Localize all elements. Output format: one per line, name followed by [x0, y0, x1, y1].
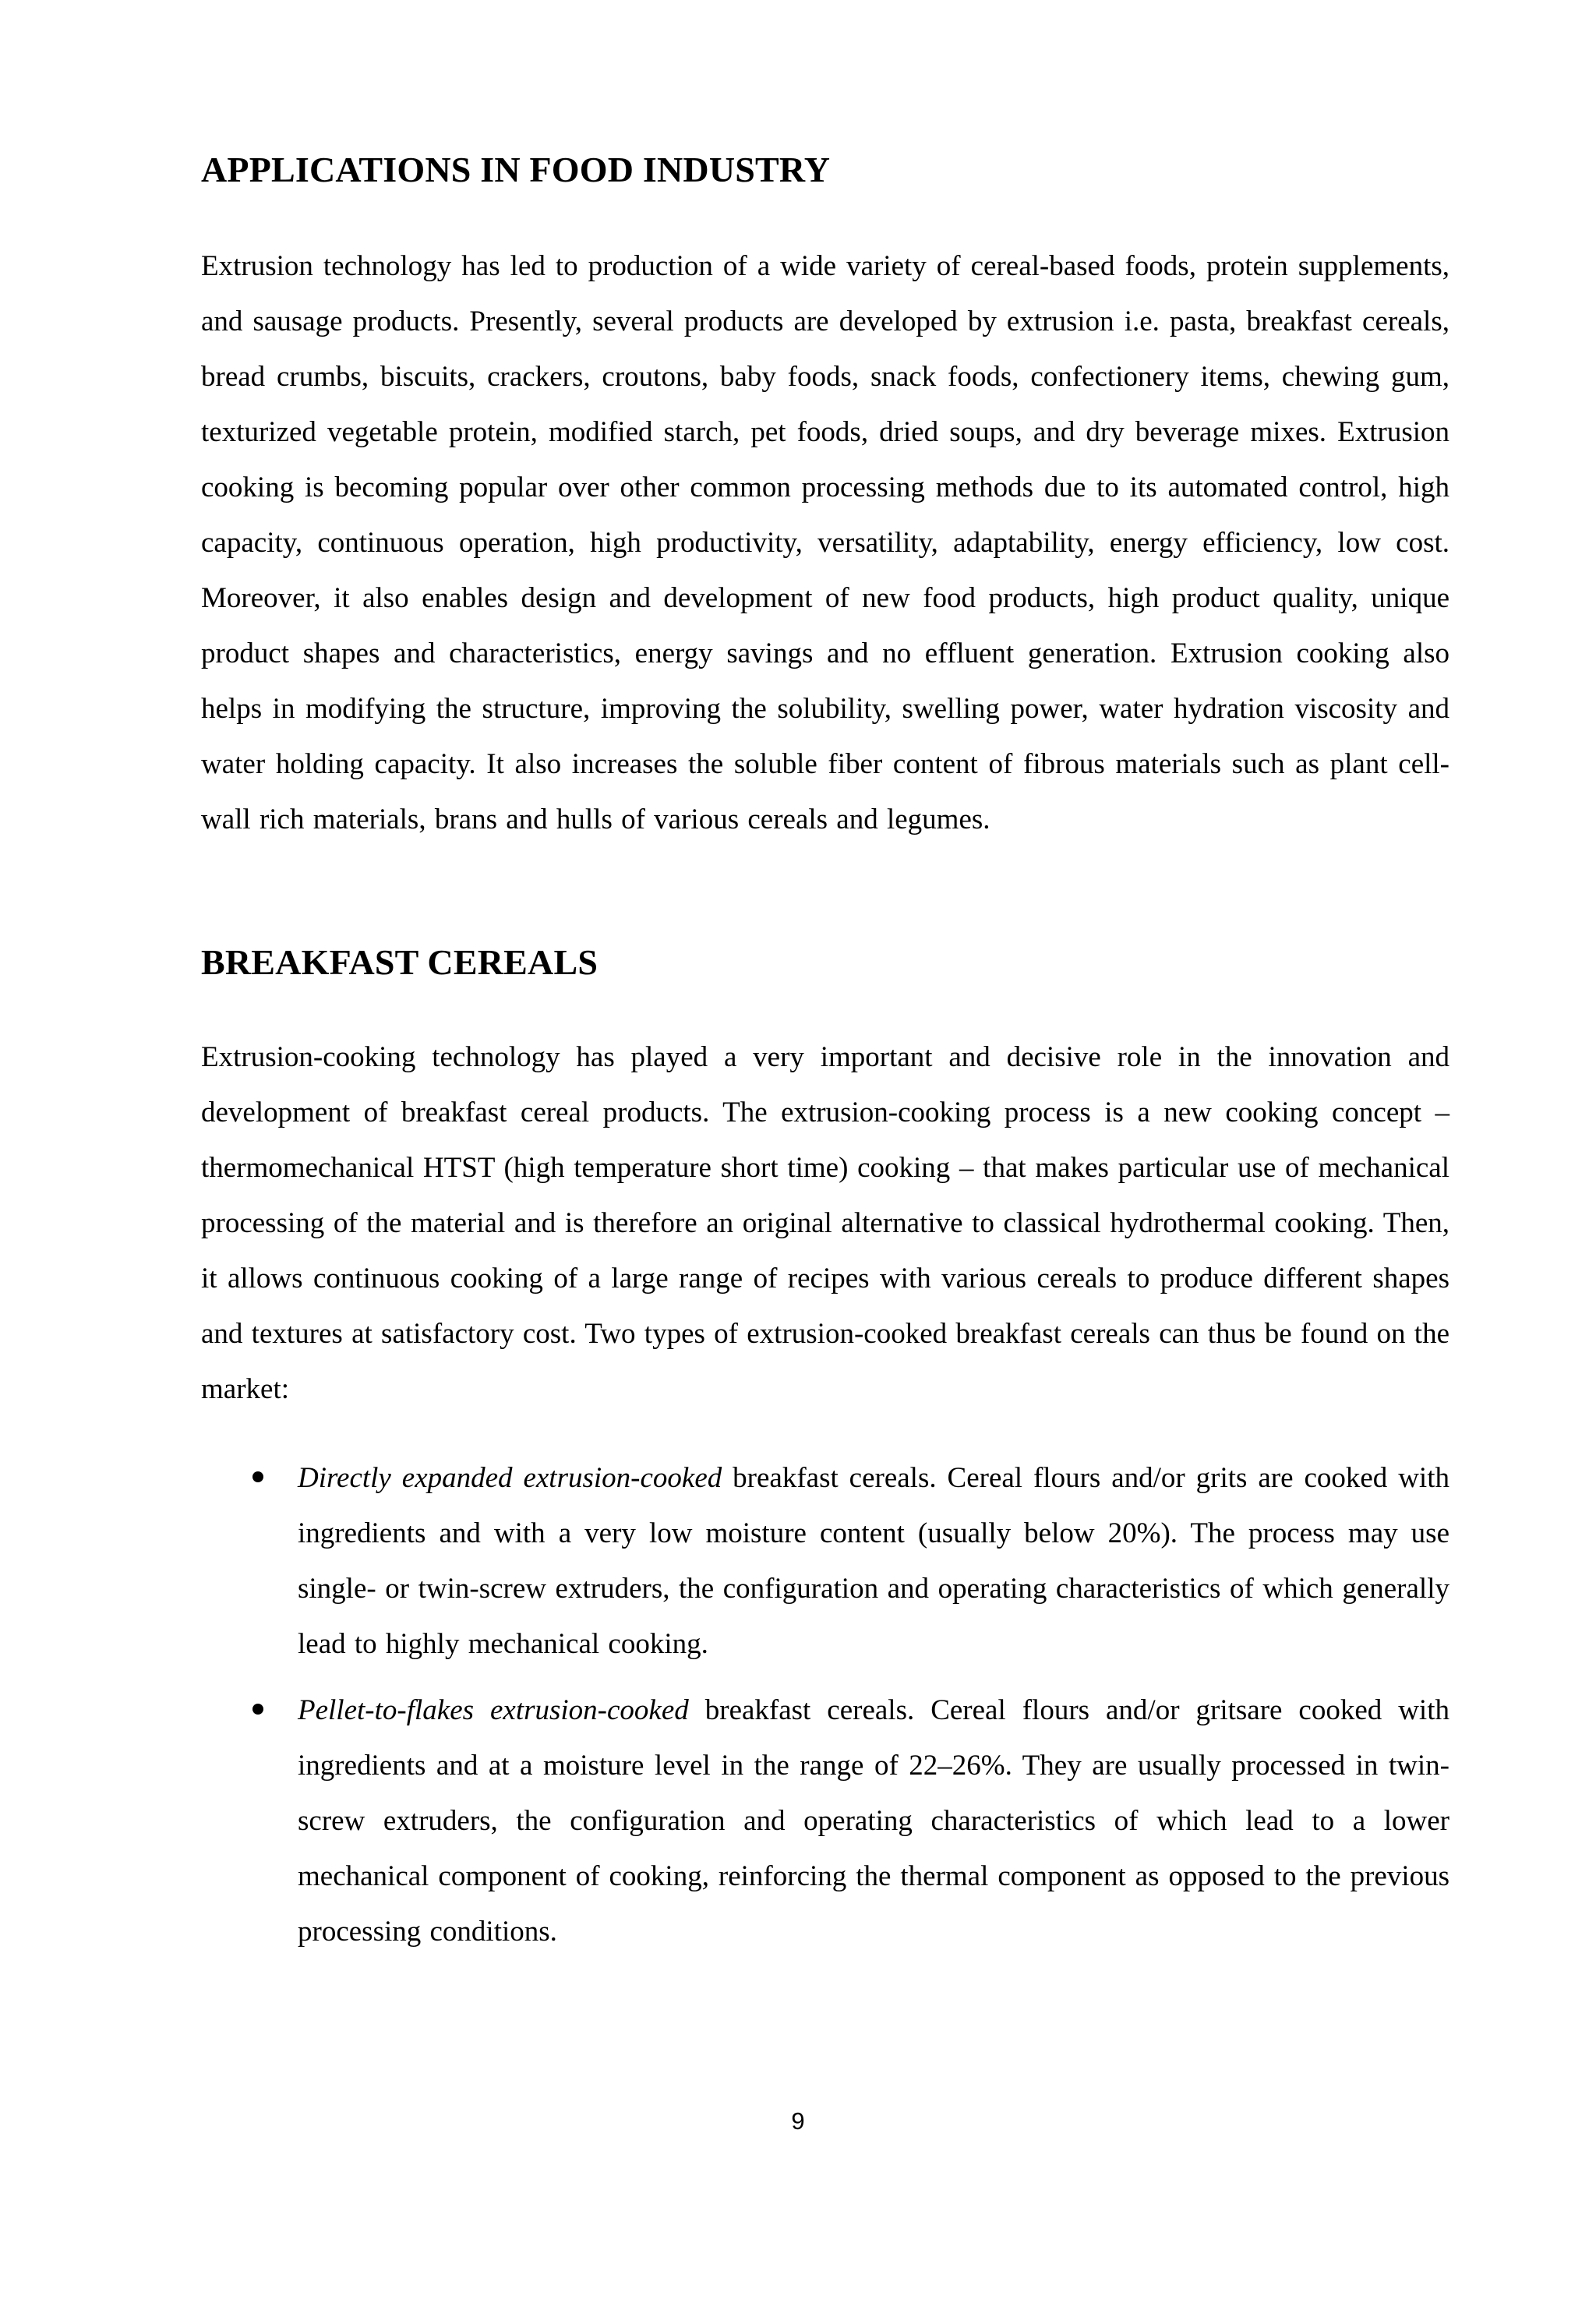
- paragraph-applications: Extrusion technology has led to production of a wide variety of cereal-based foods, protein supplements, and sausage products. Presently, several products are developed by extrusion i.e. pasta, breakfast cereals, bread crumbs, biscuits, crackers, croutons, baby foods, snack foods, confectionery items, chewing gum, texturized vegetable protein, modified starch, pet foods, dried soups, and dry beverage mixes. Extrusion cooking is becoming popular over other common processing methods due to its automated control, high capacity, continuous operation, high productivity, versatility, adaptability, energy efficiency, low cost. Moreover, it also enables design and development of new food products, high product quality, unique product shapes and characteristics, energy savings and no effluent generation. Extrusion cooking also helps in modifying the structure, improving the solubility, swelling power, water hydration viscosity and water holding capacity. It also increases the soluble fiber content of fibrous materials such as plant cell-wall rich materials, brans and hulls of various cereals and legumes.: [201, 250, 1449, 835]
- page-number: 9: [791, 2107, 805, 2135]
- bullet-text: [298, 1683, 1449, 1959]
- bullet-icon: [252, 1471, 263, 1482]
- paragraph-breakfast-cereals: Extrusion-cooking technology has played a very important and decisive role in the innovation and development of breakfast cereal products. The extrusion-cooking process is a new cooking concept – thermomechanical HTST (high temperature short time) cooking – that makes particular use of mechanical processing of the material and is therefore an original alternative to classical hydrothermal cooking. Then, it allows continuous cooking of a large range of recipes with various cereals to produce different shapes and textures at satisfactory cost. Two types of extrusion-cooked breakfast cereals can thus be found on the market:: [201, 1041, 1449, 1405]
- list-item: [201, 1450, 1449, 1672]
- bullet-term: Directly expanded extrusion-cooked: [298, 1462, 722, 1494]
- bullet-term: Pellet-to-flakes extrusion-cooked: [298, 1694, 689, 1726]
- section-heading-applications: APPLICATIONS IN FOOD INDUSTRY: [201, 150, 831, 189]
- cereal-types-list: [201, 1450, 1449, 1959]
- section-heading-breakfast-cereals: BREAKFAST CEREALS: [201, 942, 598, 982]
- list-item: [201, 1683, 1449, 1959]
- bullet-icon: [252, 1704, 263, 1715]
- bullet-description: breakfast cereals. Cereal flours and/or gritsare cooked with ingredients and at a moisture level in the range of 22–26%. They are usually processed in twin-screw extruders, the configuration and operating characteristics of which lead to a lower mechanical component of cooking, reinforcing the thermal component as opposed to the previous processing conditions.: [298, 1694, 1449, 1948]
- bullet-description: breakfast cereals. Cereal flours and/or grits are cooked with ingredients and with a very low moisture content (usually below 20%). The process may use single- or twin-screw extruders, the configuration and operating characteristics of which generally lead to highly mechanical cooking.: [298, 1462, 1449, 1660]
- bullet-text: [298, 1450, 1449, 1672]
